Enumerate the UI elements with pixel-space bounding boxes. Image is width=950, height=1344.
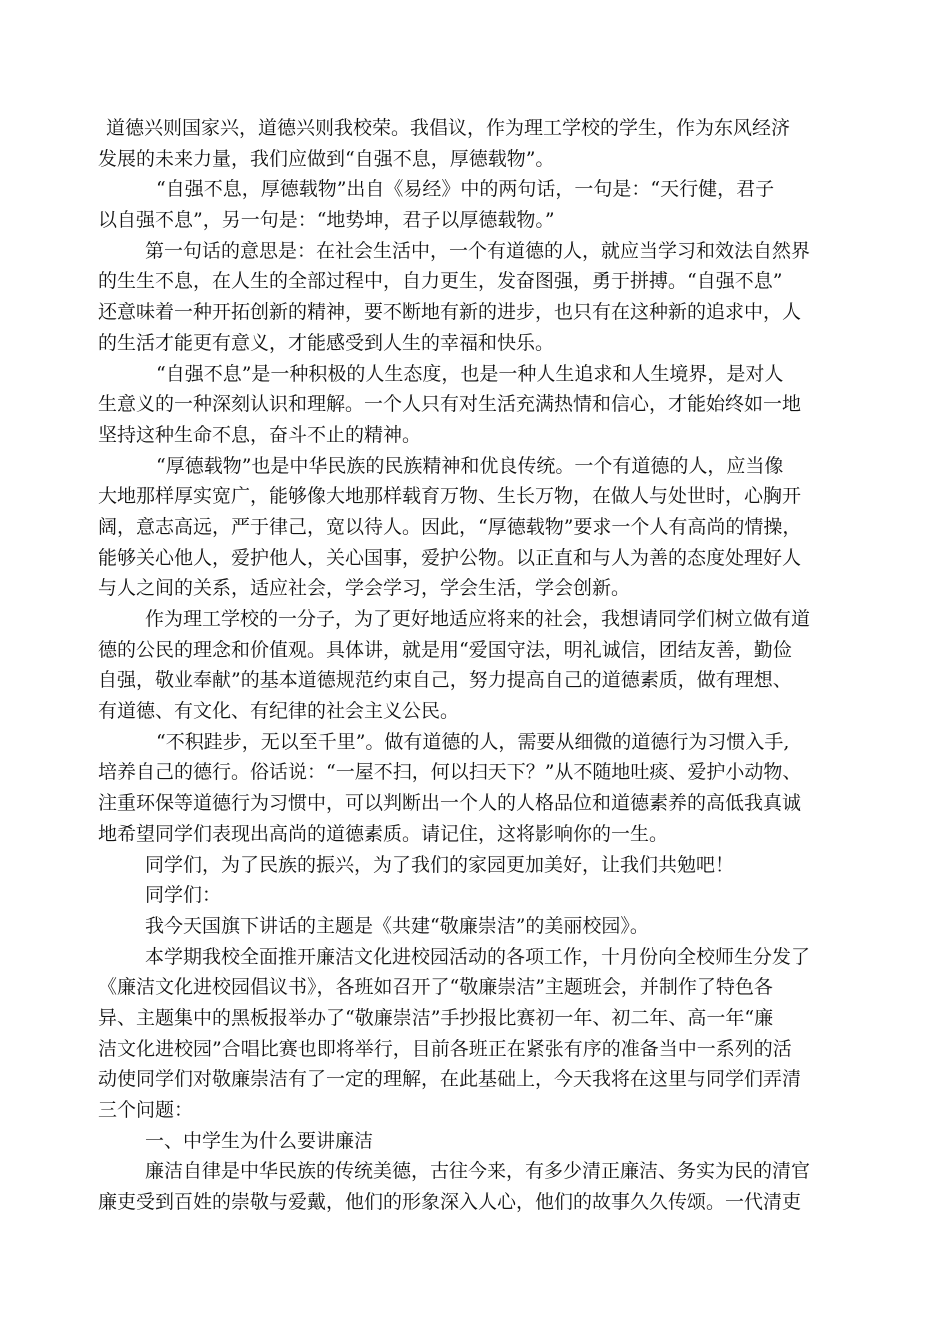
text-line: 坚持这种生命不息，奋斗不止的精神。 — [98, 423, 422, 446]
text-line: 同学们： — [145, 884, 222, 907]
section-heading: 一、中学生为什么要讲廉洁 — [145, 1129, 374, 1152]
text-line: 的生生不息，在人生的全部过程中，自力更生，发奋图强，勇于拼搏。“自强不息” — [98, 270, 783, 293]
text-line: 还意味着一种开拓创新的精神，要不断地有新的进步，也只有在这种新的追求中，人 — [98, 301, 802, 324]
text-line: 廉洁自律是中华民族的传统美德，古往今来，有多少清正廉洁、务实为民的清官 — [145, 1160, 811, 1183]
text-line: 生意义的一种深刻认识和理解。一个人只有对生活充满热情和信心，才能始终如一地 — [98, 393, 802, 416]
text-line: 培养自己的德行。俗话说：“一屋不扫，何以扫天下？”从不随地吐痰、爱护小动物、 — [98, 761, 802, 784]
text-line: 以自强不息”，另一句是：“地势坤，君子以厚德载物。” — [98, 209, 555, 232]
text-line: 大地那样厚实宽广，能够像大地那样载育万物、生长万物，在做人与处世时，心胸开 — [98, 485, 802, 508]
text-line: 同学们，为了民族的振兴，为了我们的家园更加美好，让我们共勉吧！ — [145, 853, 735, 876]
text-line: 有道德、有文化、有纪律的社会主义公民。 — [98, 700, 460, 723]
text-line: 廉吏受到百姓的崇敬与爱戴，他们的形象深入人心，他们的故事久久传颂。一代清吏 — [98, 1191, 802, 1214]
text-line: 《廉洁文化进校园倡议书》，各班如召开了“敬廉崇洁”主题班会，并制作了特色各 — [98, 976, 773, 999]
text-line: “自强不息”是一种积极的人生态度，也是一种人生追求和人生境界，是对人 — [156, 362, 784, 385]
text-line: 阔，意志高远，严于律己，宽以待人。因此，“厚德载物”要求一个人有高尚的情操， — [98, 515, 802, 538]
document-page — [98, 113, 866, 1218]
text-line: 注重环保等道德行为习惯中，可以判断出一个人的人格品位和道德素养的高低我真诚 — [98, 792, 802, 815]
text-line: 与人之间的关系，适应社会，学会学习，学会生活，学会创新。 — [98, 577, 631, 600]
text-line: 的生活才能更有意义，才能感受到人生的幸福和快乐。 — [98, 331, 555, 354]
text-line: 能够关心他人，爱护他人，关心国事，爱护公物。以正直和与人为善的态度处理好人 — [98, 546, 802, 569]
text-line: 洁文化进校园”合唱比赛也即将举行，目前各班正在紧张有序的准备当中一系列的活 — [98, 1037, 792, 1060]
text-line: 自强，敬业奉献”的基本道德规范约束自己，努力提高自己的道德素质，做有理想、 — [98, 669, 792, 692]
text-line: “厚德载物”也是中华民族的民族精神和优良传统。一个有道德的人，应当像 — [156, 454, 784, 477]
text-line: 三个问题： — [98, 1099, 194, 1121]
text-line: 本学期我校全面推开廉洁文化进校园活动的各项工作，十月份向全校师生分发了 — [145, 945, 811, 968]
text-line: 异、主题集中的黑板报举办了“敬廉崇洁”手抄报比赛初一年、初二年、高一年“廉 — [98, 1006, 774, 1029]
text-line: “自强不息，厚德载物”出自《易经》中的两句话，一句是：“天行健，君子 — [156, 178, 775, 201]
text-line: 作为理工学校的一分子，为了更好地适应将来的社会，我想请同学们树立做有道 — [145, 608, 811, 630]
text-line: 地希望同学们表现出高尚的道德素质。请记住，这将影响你的一生。 — [98, 822, 669, 845]
text-line: 动使同学们对敬廉崇洁有了一定的理解，在此基础上，今天我将在这里与同学们弄清 — [98, 1068, 802, 1091]
text-line: 道德兴则国家兴，道德兴则我校荣。我倡议，作为理工学校的学生，作为东风经济 — [106, 117, 791, 139]
text-line: 德的公民的理念和价值观。具体讲，就是用“爱国守法，明礼诚信，团结友善，勤俭 — [98, 638, 792, 661]
text-line: 第一句话的意思是：在社会生活中，一个有道德的人，就应当学习和效法自然界 — [145, 239, 811, 262]
text-line: 我今天国旗下讲话的主题是《共建“敬廉崇洁”的美丽校园》。 — [145, 914, 649, 937]
text-line: 发展的未来力量，我们应做到“自强不息，厚德载物”。 — [98, 147, 555, 170]
text-line: “不积跬步，无以至千里”。做有道德的人，需要从细微的道德行为习惯入手, — [156, 730, 790, 753]
